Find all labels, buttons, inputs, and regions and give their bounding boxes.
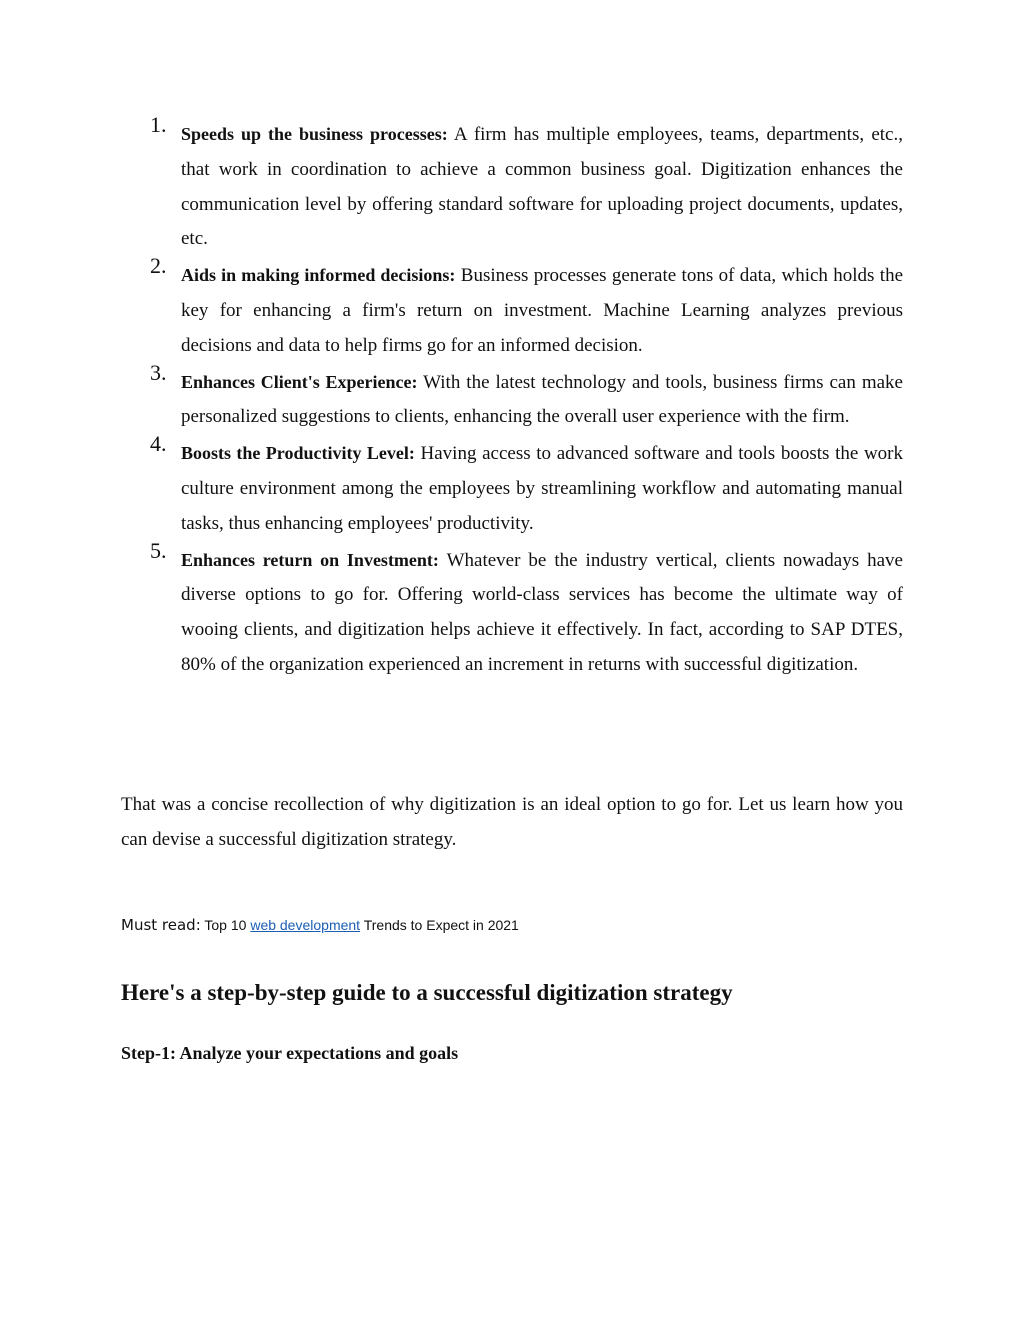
list-item bbox=[121, 537, 903, 683]
list-item-lead: Enhances Client's Experience: bbox=[181, 371, 418, 392]
summary-paragraph: That was a concise recollection of why digitization is an ideal option to go for. Let us learn how you can devise a successful digitization strategy. bbox=[121, 794, 903, 850]
list-item-body: Whatever be the industry vertical, clients nowadays have diverse options to go for. Offering world-class services has become the ultimate way of wooing clients, and digitization helps achieve it effectively. In fact, according to SAP DTES, 80% of the organization experienced an increment in returns with successful digitization. bbox=[181, 549, 903, 675]
list-item-text bbox=[181, 543, 903, 683]
web-development-link[interactable]: web development bbox=[250, 917, 361, 933]
list-item-body: Having access to advanced software and tools boosts the work culture environment among the employees by streamlining workflow and automating manual tasks, thus enhancing employees' productivity. bbox=[181, 443, 903, 534]
list-item-text bbox=[181, 117, 903, 257]
list-item bbox=[121, 253, 904, 363]
list-item-lead: Enhances return on Investment: bbox=[181, 549, 439, 570]
list-item-text bbox=[181, 436, 903, 541]
must-read-prefix: Top 10 bbox=[204, 917, 247, 933]
list-item-body: A firm has multiple employees, teams, departments, etc., that work in coordination to achieve a common business goal. Digitization enhances the communication level by offering standard software for uploading project documents, updates, etc. bbox=[181, 124, 903, 250]
must-read-suffix: Trends to Expect in 2021 bbox=[363, 917, 519, 933]
list-number: 4. bbox=[150, 431, 167, 457]
list-item-lead: Aids in making informed decisions: bbox=[181, 265, 456, 286]
list-item-lead: Boosts the Productivity Level: bbox=[181, 443, 415, 464]
list-number: 3. bbox=[150, 359, 167, 385]
list-item bbox=[121, 431, 903, 541]
section-heading: Here's a step-by-step guide to a successful digitization strategy bbox=[121, 980, 733, 1005]
list-item-lead: Speeds up the business processes: bbox=[181, 124, 448, 144]
list-number: 5. bbox=[150, 537, 167, 563]
list-item-body: Business processes generate tons of data, which holds the key for enhancing a firm's return on investment. Machine Learning analyzes previous decisions and data to help firms go for an informed decision. bbox=[181, 265, 904, 356]
list-item bbox=[121, 359, 903, 436]
list-item bbox=[121, 112, 903, 257]
must-read-line bbox=[121, 916, 519, 934]
list-item-body: With the latest technology and tools, business firms can make personalized suggestions to clients, enhancing the overall user experience with the firm. bbox=[181, 371, 903, 428]
list-item-text bbox=[181, 365, 903, 436]
step-heading: Step-1: Analyze your expectations and goals bbox=[121, 1043, 459, 1063]
list-number: 2. bbox=[150, 253, 167, 279]
list-item-text bbox=[181, 258, 903, 363]
must-read-label: Must read: bbox=[121, 916, 201, 934]
list-number: 1. bbox=[150, 112, 167, 137]
benefits-list bbox=[121, 112, 904, 683]
